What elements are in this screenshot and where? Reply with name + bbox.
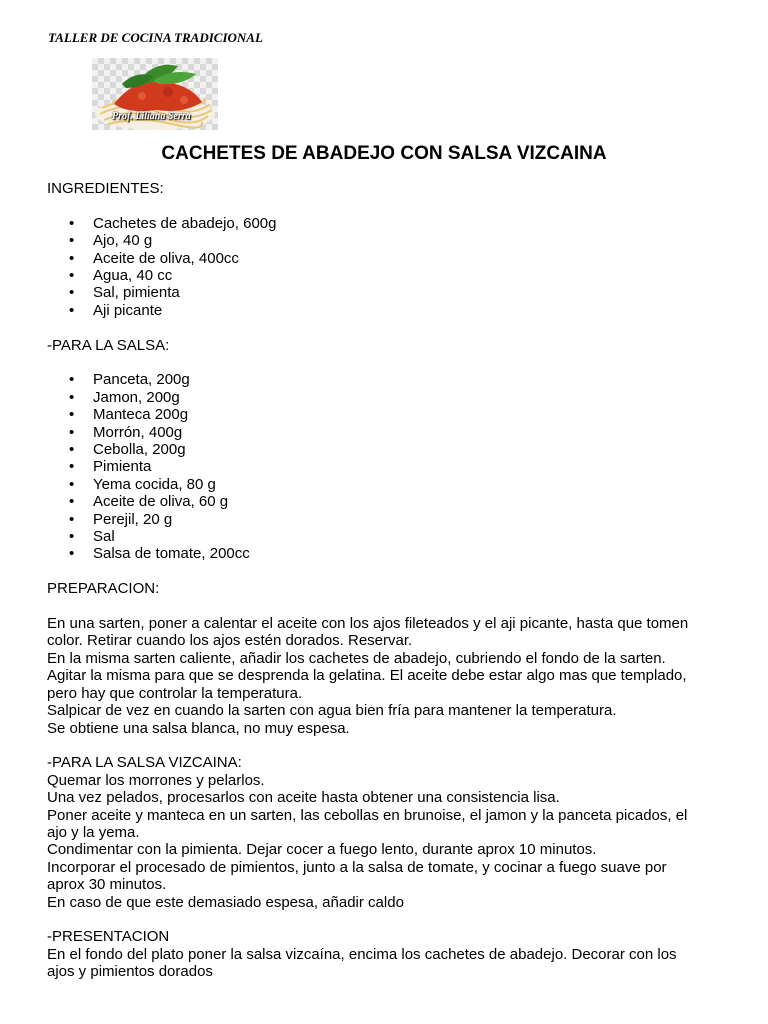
workshop-header: TALLER DE COCINA TRADICIONAL: [48, 30, 263, 45]
paragraph-line: pero hay que controlar la temperatura.: [47, 684, 303, 702]
list-item: • Jamon, 200g: [47, 389, 727, 406]
list-item: • Morrón, 400g: [47, 424, 727, 441]
paragraph-line: En el fondo del plato poner la salsa vizcaína, encima los cachetes de abadejo. Decorar con los: [47, 945, 677, 963]
preparation-heading: PREPARACION:: [47, 580, 160, 598]
list-item: • Aceite de oliva, 400cc: [47, 250, 727, 267]
recipe-body: [47, 180, 727, 981]
ingredients-heading: INGREDIENTES:: [47, 180, 164, 197]
list-item: • Yema cocida, 80 g: [47, 476, 727, 493]
list-item: • Sal: [47, 528, 727, 545]
list-item: • Manteca 200g: [47, 406, 727, 423]
paragraph-line: Se obtiene una salsa blanca, no muy espesa.: [47, 719, 350, 737]
paragraph-line: Salpicar de vez en cuando la sarten con agua bien fría para mantener la temperatura.: [47, 702, 617, 720]
paragraph-line: En una sarten, poner a calentar el aceite con los ajos fileteados y el aji picante, hasta que tomen: [47, 615, 689, 633]
list-item: • Ajo, 40 g: [47, 232, 727, 249]
list-item: • Pimienta: [47, 458, 727, 475]
paragraph-line: En caso de que este demasiado espesa, añadir caldo: [47, 893, 404, 911]
presentation-heading: -PRESENTACION: [47, 928, 170, 946]
paragraph-line: color. Retirar cuando los ajos estén dorados. Reservar.: [47, 632, 413, 650]
paragraph-line: Condimentar con la pimienta. Dejar cocer a fuego lento, durante aprox 10 minutos.: [47, 841, 597, 859]
sauce-ingredients-list: [47, 371, 727, 562]
paragraph-line: ajo y la yema.: [47, 823, 140, 841]
logo-caption: Prof. Liliana Serra: [112, 111, 191, 122]
list-item: • Aceite de oliva, 60 g: [47, 493, 727, 510]
paragraph-line: Incorporar el procesado de pimientos, junto a la salsa de tomate, y cocinar a fuego suave por: [47, 858, 667, 876]
vizcaina-heading: -PARA LA SALSA VIZCAINA:: [47, 754, 242, 772]
paragraph-line: Agitar la misma para que se desprenda la gelatina. El aceite debe estar algo mas que templado,: [47, 667, 687, 685]
paragraph-line: Poner aceite y manteca en un sarten, las cebollas en brunoise, el jamon y la panceta picados, el: [47, 806, 688, 824]
recipe-title: CACHETES DE ABADEJO CON SALSA VIZCAINA: [161, 143, 607, 164]
sauce-heading: -PARA LA SALSA:: [47, 336, 170, 354]
paragraph-line: aprox 30 minutos.: [47, 876, 167, 894]
paragraph-line: En la misma sarten caliente, añadir los cachetes de abadejo, cubriendo el fondo de la sarten.: [47, 649, 666, 667]
list-item: • Sal, pimienta: [47, 284, 727, 301]
list-item: • Cachetes de abadejo, 600g: [47, 215, 727, 232]
ingredients-list: [47, 215, 727, 319]
list-item: • Perejil, 20 g: [47, 511, 727, 528]
paragraph-line: ajos y pimientos dorados: [47, 963, 213, 981]
pasta-logo-image: [92, 58, 218, 130]
list-item: • Aji picante: [47, 302, 727, 319]
list-item: • Agua, 40 cc: [47, 267, 727, 284]
list-item: • Panceta, 200g: [47, 371, 727, 388]
list-item: • Salsa de tomate, 200cc: [47, 545, 727, 562]
list-item: • Cebolla, 200g: [47, 441, 727, 458]
paragraph-line: Una vez pelados, procesarlos con aceite hasta obtener una consistencia lisa.: [47, 789, 560, 807]
paragraph-line: Quemar los morrones y pelarlos.: [47, 771, 265, 789]
